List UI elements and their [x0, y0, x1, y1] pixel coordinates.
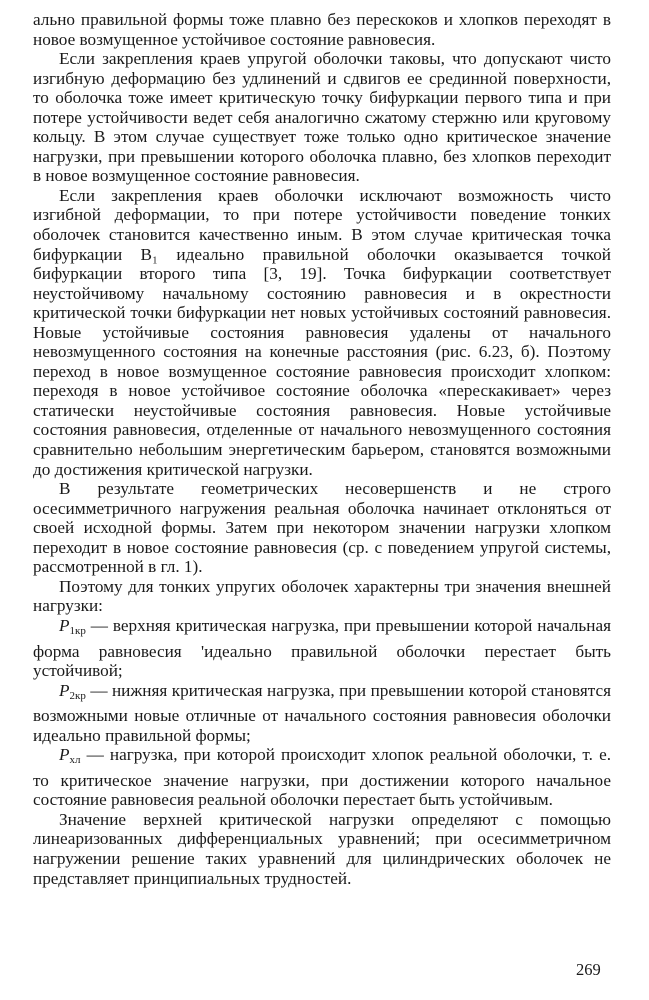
definition-text: — нижняя критическая нагрузка, при превышении которой становятся возможными новые отличные от начального состояния равновесия оболочки идеально правильной формы; — [33, 680, 611, 745]
paragraph-second-type-bifurcation: Если закрепления краев оболочки исключают возможность чисто изгибной деформации, то при потере устойчивости поведение тонких оболочек становится качественно иным. В этом случае критическая точка бифуркации B₁ идеально правильной оболочки оказывается точкой бифуркации второго типа [3, 19]. Точка бифуркации соответствует неустойчивому начальному состоянию равновесия и в окрестности критической точки бифуркации нет новых устойчивых состояний равновесия. Новые устойчивые состояния равновесия удалены от начального невозмущенного состояния на конечные расстояния (рис. 6.23, б). Поэтому переход в новое возмущенное состояние равновесия происходит хлопком: переходя в новое устойчивое состояние оболочка «перескакивает» через статически неустойчивые состояния равновесия. Новые устойчивые состояния равновесия, отделенные от начального невозмущенного состояния сравнительно небольшим энергетическим барьером, становятся возможными до достижения критической нагрузки. — [33, 185, 611, 479]
paragraph-continuation: ально правильной формы тоже плавно без перескоков и хлопков переходят в новое возмущенное устойчивое состояние равновесия. — [33, 10, 611, 49]
load-subscript: 2кр — [69, 689, 86, 702]
definition-snap-load — [33, 745, 611, 810]
definition-text: — нагрузка, при которой происходит хлопок реальной оболочки, т. е. то критическое значение нагрузки, при достижении которого начальное состояние равновесия реальной оболочки перестает быть устойчивым. — [33, 745, 611, 810]
load-symbol: P — [59, 745, 70, 765]
definition-text: — верхняя критическая нагрузка, при превышении которой начальная форма равновесия 'идеально правильной оболочки перестает быть устойчивой; — [33, 615, 611, 681]
paragraph-imperfections: В результате геометрических несовершенств и не строго осесимметричного нагружения реальная оболочка начинает отклоняться от своей исходной формы. Затем при некотором значении нагрузки хлопком переходит в новое состояние равновесия (ср. с поведением упругой системы, рассмотренной в гл. 1). — [33, 479, 611, 577]
paragraph-upper-load-method: Значение верхней критической нагрузки определяют с помощью линеаризованных дифференциальных уравнений; при осесимметричном нагружении решение таких уравнений для цилиндрических оболочек не представляет принципиальных трудностей. — [33, 809, 611, 888]
load-symbol: P — [59, 680, 70, 700]
load-subscript: хл — [69, 754, 81, 767]
definition-upper-critical-load — [33, 616, 611, 681]
page-body — [33, 10, 611, 888]
load-symbol: P — [59, 615, 70, 635]
paragraph-three-loads: Поэтому для тонких упругих оболочек характерны три значения внешней нагрузки: — [33, 576, 611, 616]
page-number: 269 — [576, 960, 601, 979]
load-subscript: 1кр — [69, 624, 86, 637]
paragraph-bending-deformation: Если закрепления краев упругой оболочки таковы, что допускают чисто изгибную деформацию без удлинений и сдвигов ее срединной поверхности, то оболочка тоже имеет критическую точку бифуркации первого типа и при потере устойчивости ведет себя аналогично сжатому стержню или круговому кольцу. В этом случае существует тоже только одно критическое значение нагрузки, при превышении которого оболочка плавно, без хлопков переходит в новое возмущенное состояние равновесия. — [33, 49, 611, 186]
definition-lower-critical-load — [33, 681, 611, 746]
